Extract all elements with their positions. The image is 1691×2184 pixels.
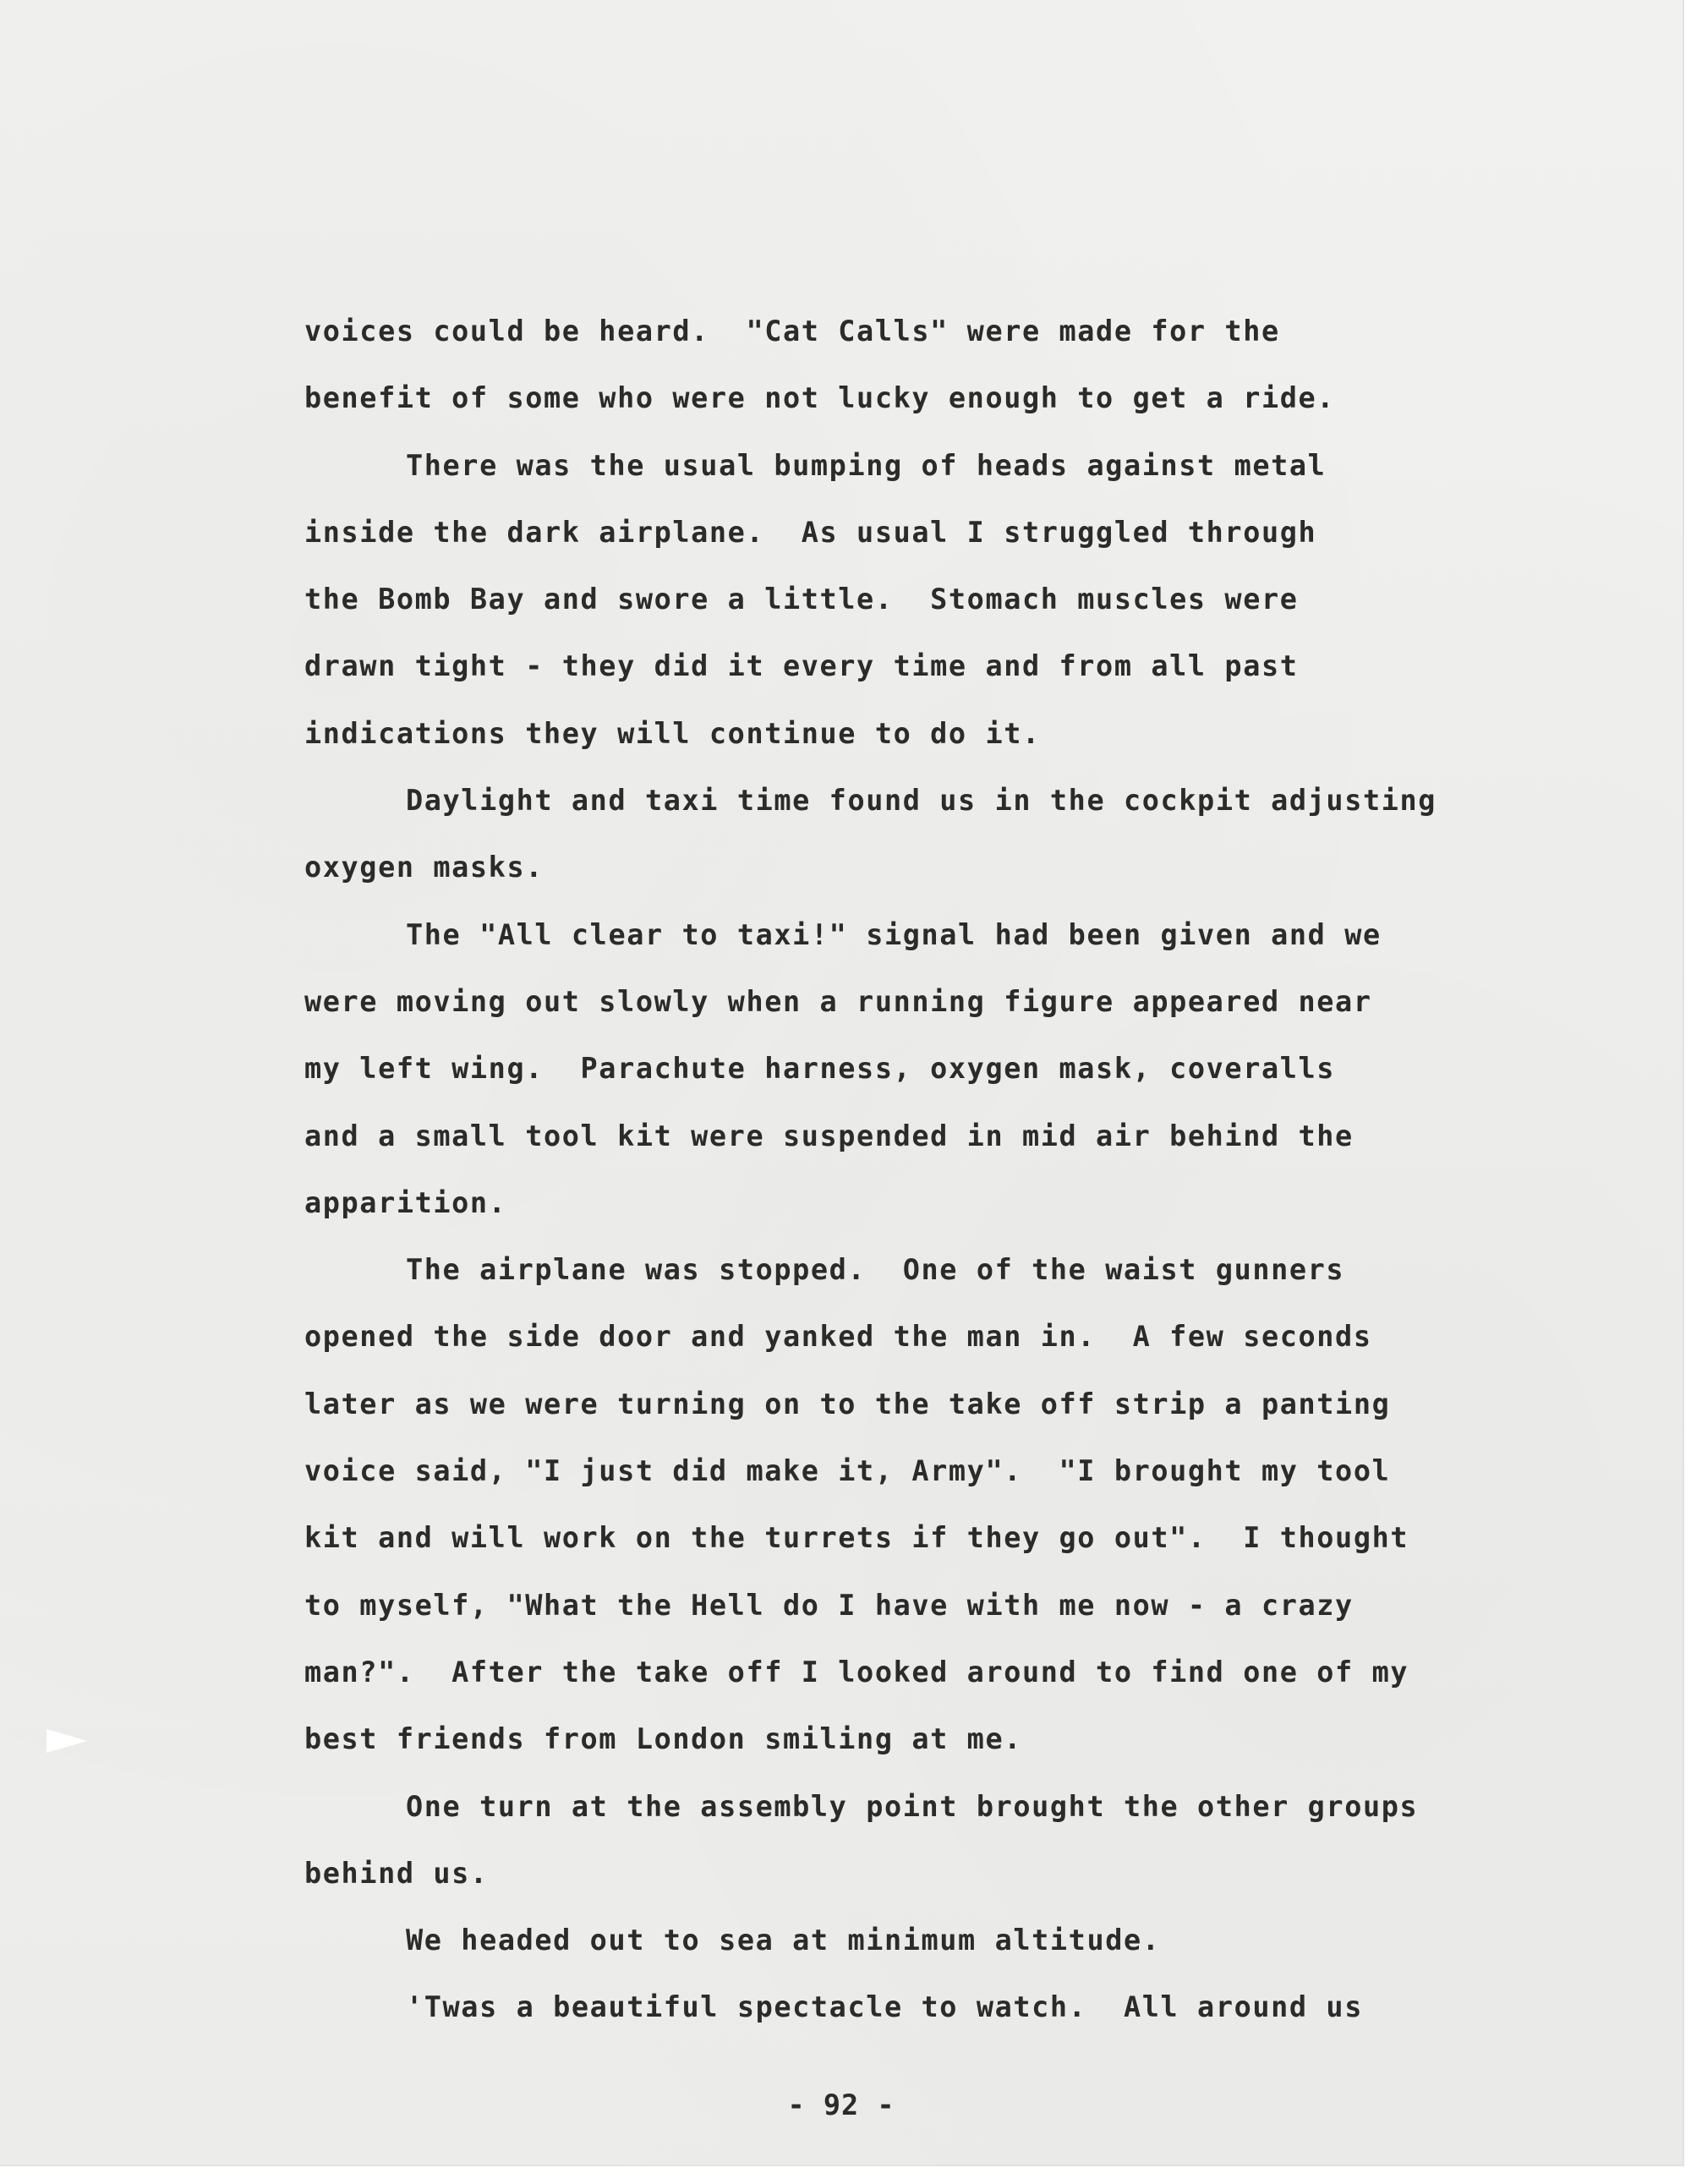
text-line: best friends from London smiling at me. — [304, 1722, 1022, 1756]
text-line: The airplane was stopped. One of the waist gunners — [406, 1253, 1345, 1287]
text-line: behind us. — [304, 1856, 489, 1890]
text-line: to myself, "What the Hell do I have with me now - a crazy — [304, 1588, 1354, 1622]
text-line: benefit of some who were not lucky enough to get a ride. — [304, 381, 1336, 415]
text-line: the Bomb Bay and swore a little. Stomach muscles were — [304, 583, 1299, 616]
text-line: oxygen masks. — [304, 851, 544, 884]
text-line: and a small tool kit were suspended in mid air behind the — [304, 1119, 1354, 1152]
text-line: One turn at the assembly point brought the other groups — [406, 1789, 1419, 1823]
text-line: opened the side door and yanked the man in. A few seconds — [304, 1320, 1372, 1354]
text-line: voice said, "I just did make it, Army". "I brought my tool — [304, 1454, 1391, 1488]
text-line: man?". After the take off I looked around to find one of my — [304, 1655, 1409, 1689]
text-line: later as we were turning on to the take off strip a panting — [304, 1387, 1391, 1420]
text-line: my left wing. Parachute harness, oxygen mask, coveralls — [304, 1052, 1336, 1086]
page-number: - 92 - — [787, 2088, 895, 2121]
typed-body-text — [304, 298, 1556, 2041]
text-line: 'Twas a beautiful spectacle to watch. All around us — [406, 1990, 1363, 2024]
text-line: indications they will continue to do it. — [304, 716, 1041, 750]
text-line: kit and will work on the turrets if they go out". I thought — [304, 1521, 1409, 1555]
text-line: The "All clear to taxi!" signal had been given and we — [406, 917, 1382, 951]
text-line: drawn tight - they did it every time and from all past — [304, 649, 1299, 683]
text-line: voices could be heard. "Cat Calls" were made for the — [304, 315, 1280, 348]
margin-punch-mark — [47, 1729, 87, 1753]
text-line: There was the usual bumping of heads against metal — [406, 448, 1327, 482]
text-line: inside the dark airplane. As usual I struggled through — [304, 515, 1317, 549]
text-line: Daylight and taxi time found us in the cockpit adjusting — [406, 784, 1437, 818]
text-line: apparition. — [304, 1185, 507, 1219]
text-line: were moving out slowly when a running figure appeared near — [304, 984, 1372, 1018]
text-line: We headed out to sea at minimum altitude. — [406, 1924, 1161, 1957]
